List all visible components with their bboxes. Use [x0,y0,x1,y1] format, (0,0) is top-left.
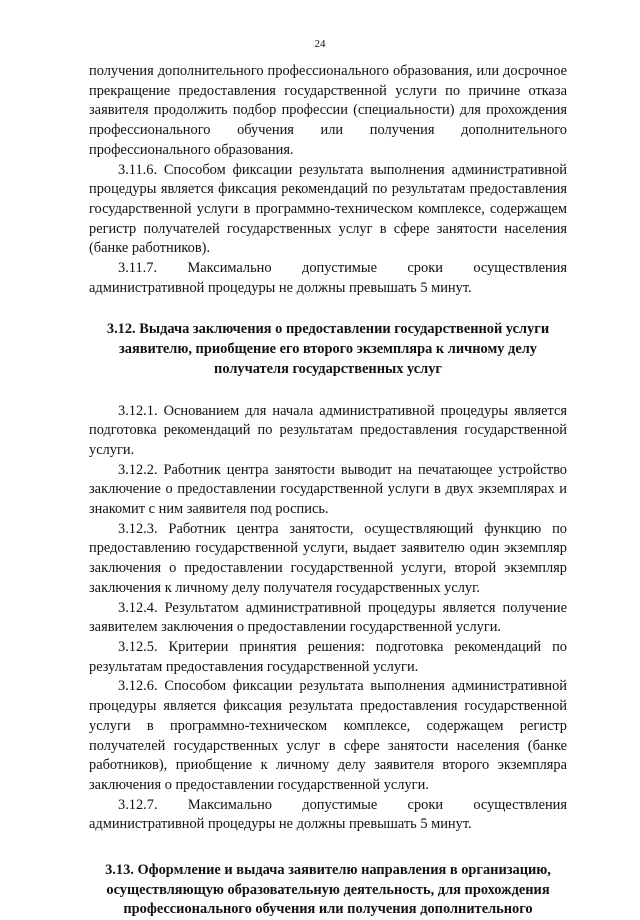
document-body [89,62,567,920]
section-3-12-heading: 3.12. Выдача заключения о предоставлении государственной услуги заявителю, приобщение его второго экземпляра к личному делу получателя государственных услуг [106,321,550,377]
paragraph-3-11-7: 3.11.7. Максимально допустимые сроки осуществления административной процедуры не должны превышать 5 минут. [89,260,567,296]
paragraph-3-12-2: 3.12.2. Работник центра занятости выводит на печатающее устройство заключение о предоставлении государственной услуги в двух экземплярах и знакомит с ним заявителя под роспись. [89,461,567,518]
paragraph-3-12-6: 3.12.6. Способом фиксации результата выполнения административной процедуры является фиксация результата предоставления государственной услуги в программно-техническом комплексе, содержащем регистр получателей государственных услуг в сфере занятости населения (банке работников), приобщение к личному делу заявителя второго экземпляра заключения о предоставлении государственной услуги. [89,678,567,793]
page-number: 24 [314,38,326,50]
paragraph-3-12-1: 3.12.1. Основанием для начала административной процедуры является подготовка рекомендаций по результатам предоставления государственной услуги. [89,402,567,458]
section-3-13-heading: 3.13. Оформление и выдача заявителю направления в организацию, осуществляющую образовательную деятельность, для прохождения профессионального обучения или получения дополнительного [105,862,551,918]
continuation-paragraph: получения дополнительного профессионального образования, или досрочное прекращение предоставления государственной услуги по причине отказа заявителя продолжить подбор профессии (специальности) для прохождения профессионального обучения или получения дополнительного профессионального образования. [89,63,567,158]
paragraph-3-12-5: 3.12.5. Критерии принятия решения: подготовка рекомендаций по результатам предоставления государственной услуги. [89,638,567,675]
paragraph-3-12-4: 3.12.4. Результатом административной процедуры является получение заявителем заключения о предоставлении государственной услуги. [89,599,567,636]
paragraph-3-12-3: 3.12.3. Работник центра занятости, осуществляющий функцию по предоставлению государственной услуги, выдает заявителю один экземпляр заключения о предоставлении государственной услуги, второй экземпляр заключения к личному делу получателя государственных услуг. [89,520,567,596]
paragraph-3-12-7: 3.12.7. Максимально допустимые сроки осуществления административной процедуры не должны превышать 5 минут. [89,796,567,833]
paragraph-3-11-6: 3.11.6. Способом фиксации результата выполнения административной процедуры является фиксация рекомендаций по результатам предоставления государственной услуги в программно-техническом комплексе, содержащем регистр получателей государственных услуг в сфере занятости населения (банке работников). [89,161,567,257]
